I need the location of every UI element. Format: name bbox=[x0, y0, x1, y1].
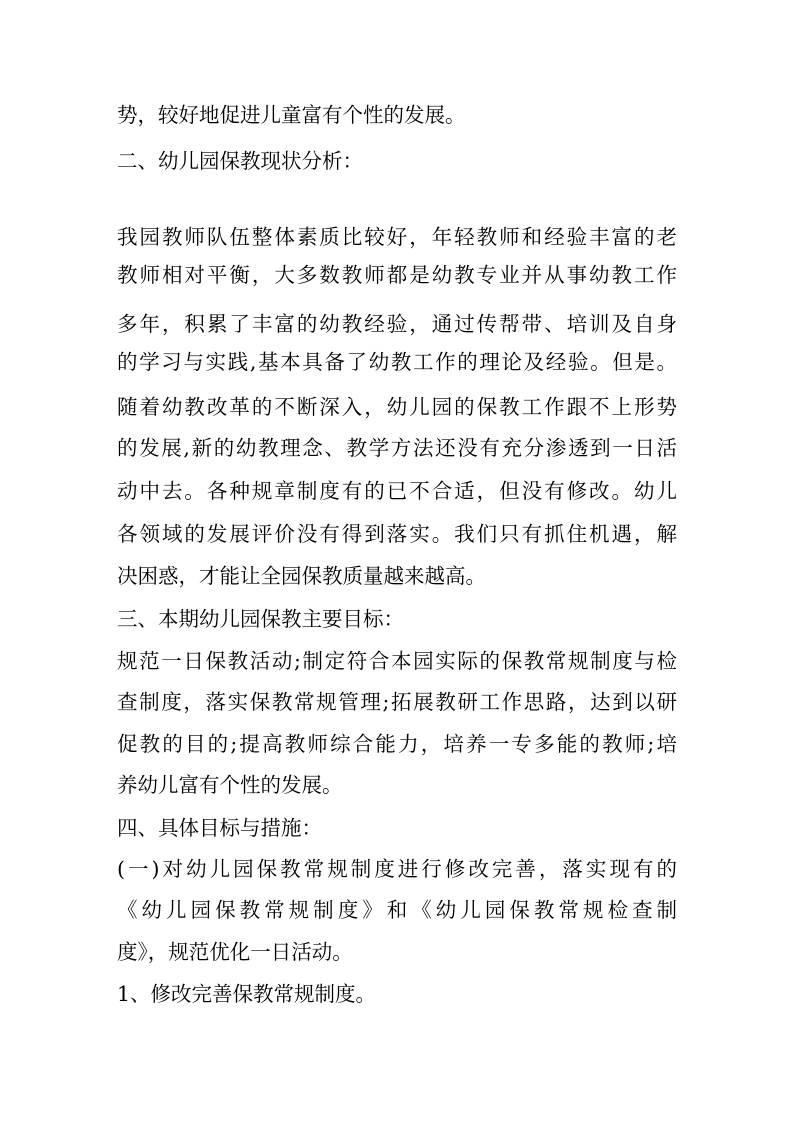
text-line: 《幼儿园保教常规制度》和《幼儿园保教常规检查制 bbox=[117, 898, 677, 922]
text-line: 决困惑，才能让全园保教质量越来越高。 bbox=[117, 564, 486, 588]
list-item: 1、修改完善保教常规制度。 bbox=[117, 982, 377, 1006]
text-line: 多年，积累了丰富的幼教经验，通过传帮带、培训及自身 bbox=[117, 312, 677, 336]
text-line: 规范一日保教活动;制定符合本园实际的保教常规制度与检 bbox=[117, 649, 677, 673]
section-heading: 二、幼儿园保教现状分析： bbox=[117, 149, 363, 173]
text-line: 各领域的发展评价没有得到落实。我们只有抓住机遇，解 bbox=[117, 522, 677, 546]
text-line: 养幼儿富有个性的发展。 bbox=[117, 773, 343, 797]
text-line: 随着幼教改革的不断深入，幼儿园的保教工作跟不上形势 bbox=[117, 395, 677, 419]
text-line: 我园教师队伍整体素质比较好，年轻教师和经验丰富的老 bbox=[117, 225, 677, 249]
text-line: 动中去。各种规章制度有的已不合适，但没有修改。幼儿 bbox=[117, 479, 677, 503]
section-heading: 三、本期幼儿园保教主要目标： bbox=[117, 607, 404, 631]
text-line: 查制度，落实保教常规管理;拓展教研工作思路，达到以研 bbox=[117, 690, 677, 714]
text-line: (一)对幼儿园保教常规制度进行修改完善，落实现有的 bbox=[117, 857, 677, 881]
text-line: 教师相对平衡，大多数教师都是幼教专业并从事幼教工作 bbox=[117, 263, 677, 287]
text-line: 的发展,新的幼教理念、教学方法还没有充分渗透到一日活 bbox=[117, 436, 677, 460]
text-line: 度》，规范优化一日活动。 bbox=[117, 940, 353, 964]
text-line: 势，较好地促进儿童富有个性的发展。 bbox=[117, 103, 466, 127]
text-line: 的学习与实践,基本具备了幼教工作的理论及经验。但是。 bbox=[117, 350, 677, 374]
section-heading: 四、具体目标与措施： bbox=[117, 816, 322, 840]
text-line: 促教的目的;提高教师综合能力，培养一专多能的教师;培 bbox=[117, 732, 677, 756]
